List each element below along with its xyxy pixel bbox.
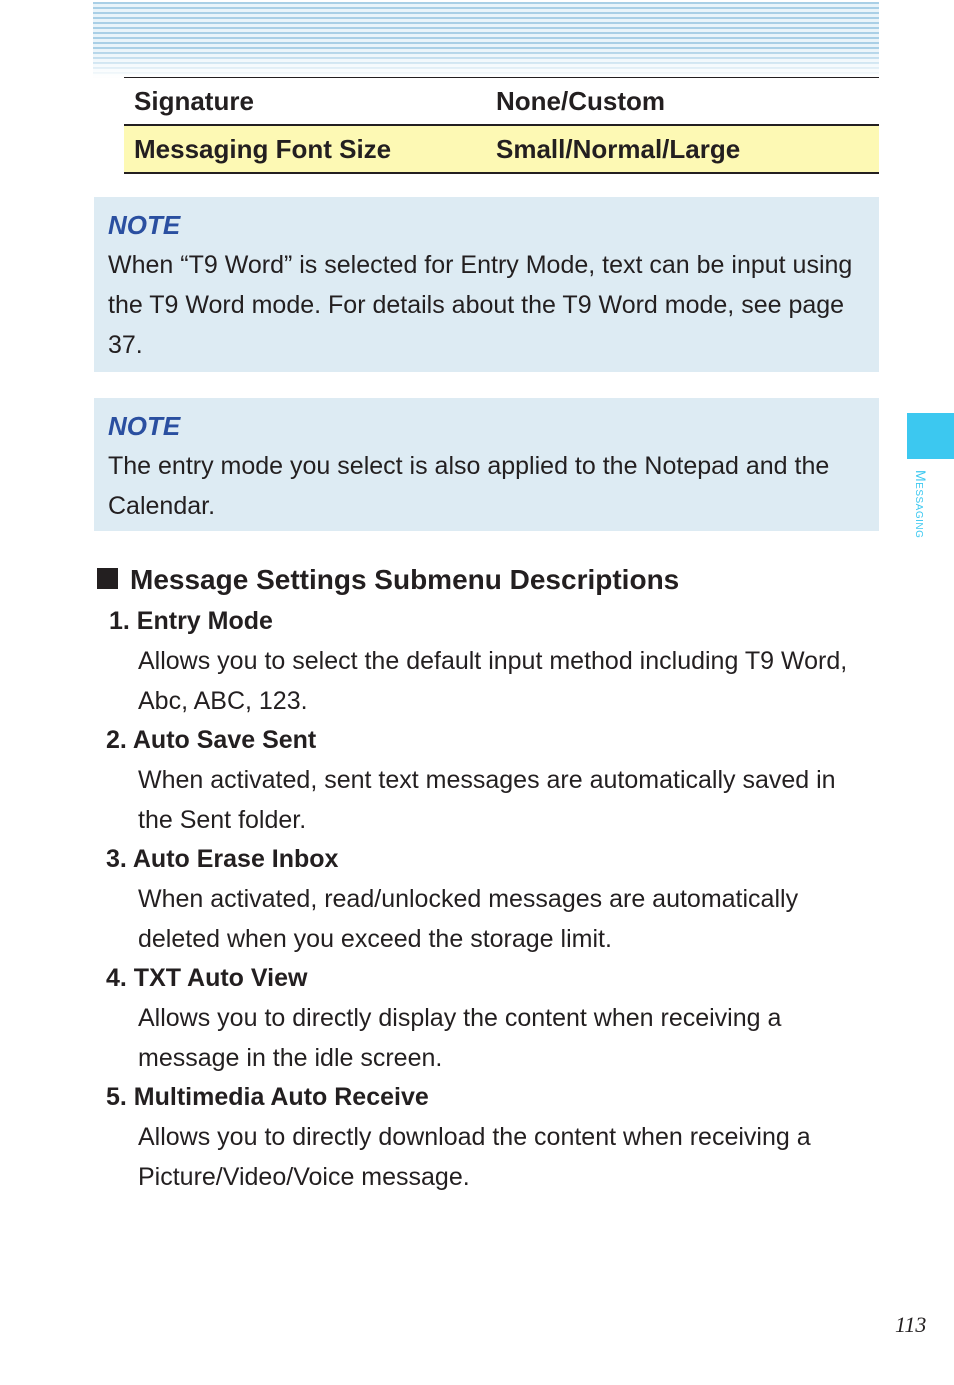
item-heading: 3. Auto Erase Inbox: [106, 845, 339, 873]
item-body: Allows you to directly download the content when receiving a Picture/Video/Voice message.: [138, 1123, 811, 1191]
settings-table: [124, 77, 879, 174]
list-item: [106, 1078, 876, 1197]
item-heading: 4. TXT Auto View: [106, 964, 308, 992]
setting-name: Messaging Font Size: [124, 125, 486, 173]
item-body: Allows you to directly display the content when receiving a message in the idle screen.: [138, 1004, 782, 1072]
note-box: [94, 197, 879, 372]
setting-name: Signature: [134, 85, 254, 116]
chapter-tab: [907, 413, 954, 459]
item-heading: 1. Entry Mode: [109, 607, 273, 635]
note-title: NOTE: [108, 210, 181, 240]
setting-options: Small/Normal/Large: [486, 125, 879, 173]
list-item: [106, 840, 876, 959]
page-number: 113: [895, 1312, 927, 1337]
table-row: [124, 125, 879, 173]
square-bullet-icon: [97, 568, 118, 589]
note-text: When “T9 Word” is selected for Entry Mode, text can be input using the T9 Word mode. For details about the T9 Word mode, see page 37.: [108, 251, 853, 359]
note-title: NOTE: [108, 411, 181, 441]
item-body: When activated, read/unlocked messages are automatically deleted when you exceed the storage limit.: [138, 885, 799, 953]
note-text: The entry mode you select is also applied to the Notepad and the Calendar.: [108, 452, 830, 520]
list-item: [106, 959, 876, 1078]
header-decoration: [93, 2, 879, 78]
submenu-list: [106, 602, 876, 1197]
item-body: Allows you to select the default input method including T9 Word, Abc, ABC, 123.: [138, 647, 848, 715]
list-item: [106, 721, 876, 840]
item-heading: 2. Auto Save Sent: [106, 726, 317, 754]
section-title: [97, 562, 679, 598]
item-body: When activated, sent text messages are automatically saved in the Sent folder.: [138, 766, 836, 834]
section-title-text: Message Settings Submenu Descriptions: [130, 564, 680, 595]
item-heading: 5. Multimedia Auto Receive: [106, 1083, 429, 1111]
table-row: [124, 78, 879, 126]
chapter-label: Messaging: [913, 470, 929, 539]
setting-options: None/Custom: [496, 85, 665, 116]
list-item: [106, 602, 876, 721]
note-box: [94, 398, 879, 531]
